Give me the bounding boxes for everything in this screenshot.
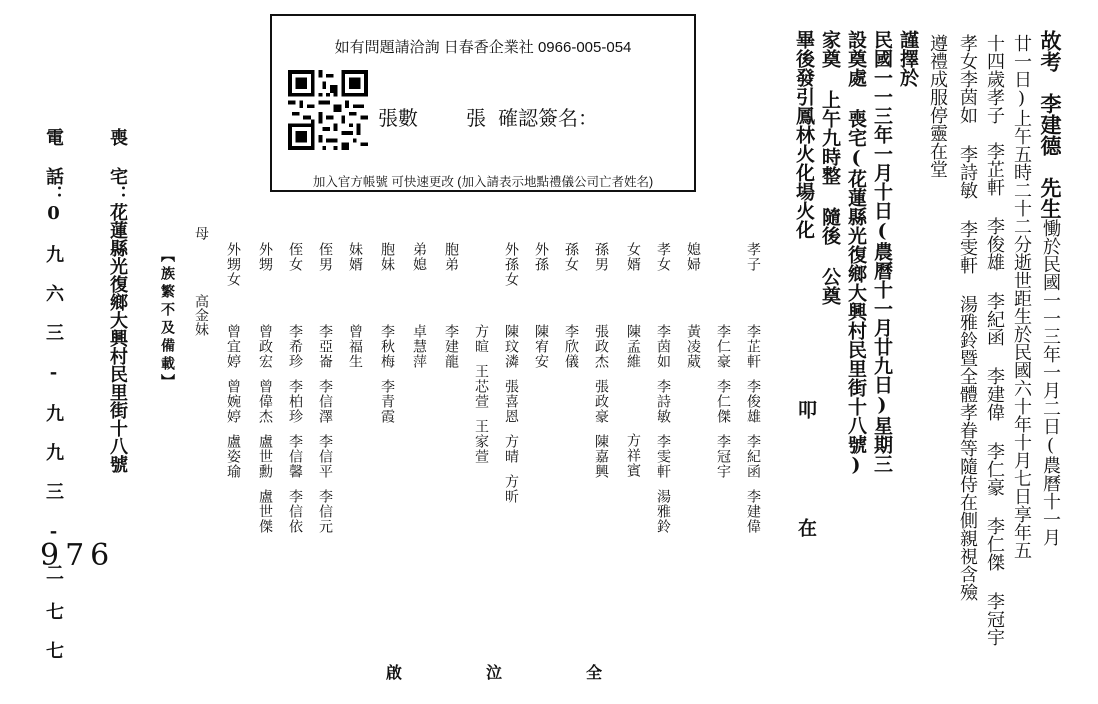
family-member: 李冠宇 (715, 434, 731, 479)
filial-daughters-line (958, 34, 976, 601)
family-member: 陳孟維 (625, 324, 641, 369)
closing-weep: 泣 (486, 663, 503, 682)
deceased-name: 李建德 (1038, 93, 1063, 156)
family-member: 曾婉婷 (225, 379, 241, 424)
family-relation: 孝子 (745, 242, 761, 272)
family-member: 方昕 (503, 474, 519, 504)
family-column (222, 242, 244, 489)
family-relation: 媳婦 (685, 242, 701, 272)
family-member: 李仁豪 (715, 324, 731, 369)
family-member: 李建龍 (443, 324, 459, 369)
family-column (254, 242, 276, 544)
family-member: 曾偉杰 (257, 379, 273, 424)
sheets-unit: 張 (466, 108, 486, 130)
family-member: 方暄 (473, 324, 489, 354)
family-member: 陳嘉興 (593, 434, 609, 479)
kowtow-char: 叩 (795, 400, 817, 419)
family-member: 李信平 (317, 434, 333, 479)
deceased-title-line (1040, 30, 1061, 546)
cremation-info: 畢後發引鳳林火化場火化 (793, 30, 815, 239)
family-column (284, 242, 306, 544)
death-time-line: 廿一日)上午五時二十二分逝世距生於民國六十年十月七日享年五 (1011, 34, 1032, 559)
family-relation: 妹婿 (347, 242, 363, 272)
family-member: 李秋梅 (379, 324, 395, 369)
contact-line: 如有問題請洽詢 日春香企業社 0966-005-054 (334, 39, 632, 56)
family-column (712, 242, 734, 489)
family-relation: 女婿 (625, 242, 641, 272)
filial-daughters-prefix: 孝女 (957, 34, 978, 70)
family-member: 李希珍 (287, 324, 303, 369)
deceased-honorific: 先生 (1038, 177, 1063, 219)
family-column (408, 242, 430, 379)
family-relation: 侄男 (317, 242, 333, 272)
family-member: 卓慧萍 (411, 324, 427, 369)
official-account-note: 加入官方帳號 可快速更改 (加入請表示地點禮儀公司亡者姓名) (312, 175, 654, 189)
family-member: 李亞崙 (317, 324, 333, 369)
mother-name: 高金妹 (193, 294, 209, 336)
closing-all: 全 (586, 663, 603, 682)
family-member: 王芯萱 (473, 364, 489, 409)
family-member: 李紀函 (745, 434, 761, 479)
family-member: 李信馨 (287, 434, 303, 479)
chosen-date-intro: 謹擇於 (897, 30, 919, 87)
family-column (622, 242, 644, 488)
family-column (590, 242, 612, 489)
family-relation: 外甥 (257, 242, 273, 272)
deceased-title: 故考 (1038, 30, 1063, 72)
family-member: 曾宜婷 (225, 324, 241, 369)
mourning-line: 遵禮成服停靈在堂 (927, 34, 948, 178)
family-column (440, 242, 462, 379)
filial-sons-line (985, 34, 1003, 646)
family-member: 李信依 (287, 489, 303, 534)
family-relation: 弟媳 (411, 242, 427, 272)
family-member: 黃凌葳 (685, 324, 701, 369)
family-relation: 孝女 (655, 242, 671, 272)
family-member: 李欣儀 (563, 324, 579, 369)
reference-number: 976 (40, 538, 116, 573)
family-relation: 胞妹 (379, 242, 395, 272)
family-member: 陳宥安 (533, 324, 549, 369)
family-member: 李俊雄 (745, 379, 761, 424)
family-member: 張喜恩 (503, 379, 519, 424)
family-member: 盧姿瑜 (225, 434, 241, 479)
family-column (560, 242, 582, 379)
family-member: 李茵如 (655, 324, 671, 369)
family-member: 盧世勳 (257, 434, 273, 479)
family-member: 李雯軒 (655, 434, 671, 479)
family-relation: 孫女 (563, 242, 579, 272)
sign-label: 確認簽名： (498, 108, 598, 130)
family-member: 李信澤 (317, 379, 333, 424)
family-member: 曾政宏 (257, 324, 273, 369)
qr-code-icon (288, 70, 368, 150)
contact-box (270, 14, 696, 192)
family-relation: 外孫女 (503, 242, 519, 287)
family-member: 曾福生 (347, 324, 363, 369)
filial-daughters-names: 李茵如 李詩敏 李雯軒 湯雅鈴暨全體孝眷等隨侍在側親視含殮 (957, 70, 978, 601)
mother-label: 母 (193, 226, 209, 240)
family-relation: 外甥女 (225, 242, 241, 287)
family-member: 方晴 (503, 434, 519, 464)
family-member: 李柏珍 (287, 379, 303, 424)
confirm-row (378, 102, 598, 131)
family-member: 李詩敏 (655, 379, 671, 424)
phone: 電 話：0 九 六 三 - 九 九 三 - 二 七 七 (43, 128, 64, 659)
family-member: 張政豪 (593, 379, 609, 424)
family-column (470, 242, 492, 474)
family-relation: 孫男 (593, 242, 609, 272)
family-relation: 胞弟 (443, 242, 459, 272)
sheets-label: 張數 (378, 108, 418, 130)
family-column (682, 242, 704, 462)
footnote: 【族繁不及備載】 (159, 248, 175, 392)
ceremony-schedule: 家奠 上午九時整 隨後 公奠 (819, 30, 841, 305)
family-relation: 外孫 (533, 242, 549, 272)
family-relation: 侄女 (287, 242, 303, 272)
family-member: 方祥賓 (625, 433, 641, 478)
family-member: 李芷軒 (745, 324, 761, 369)
filial-sons-prefix: 十四歲孝子 (984, 34, 1005, 124)
family-column (344, 242, 366, 379)
filial-sons-names: 李芷軒 李俊雄 李紀函 李建偉 李仁豪 李仁傑 李冠宇 (984, 142, 1005, 646)
family-member: 陳玟潾 (503, 324, 519, 369)
family-member: 李青霞 (379, 379, 395, 424)
family-column (376, 242, 398, 434)
family-column (530, 242, 552, 379)
family-member: 張政杰 (593, 324, 609, 369)
family-member: 李信元 (317, 489, 333, 534)
zai-char: 在 (795, 518, 817, 537)
family-column (314, 242, 336, 544)
family-column (742, 242, 764, 544)
family-member: 湯雅鈴 (655, 489, 671, 534)
ceremony-venue: 設奠處 喪宅(花蓮縣光復鄉大興村民里街十八號) (845, 30, 867, 476)
family-member: 李仁傑 (715, 379, 731, 424)
family-member: 李建偉 (745, 489, 761, 534)
ceremony-date: 民國一一三年一月十日(農曆十一月廿九日)星期三 (871, 30, 893, 473)
closing-qi: 啟 (386, 663, 403, 682)
family-column (652, 242, 674, 544)
family-member: 王家萱 (473, 419, 489, 464)
address: 喪 宅：花蓮縣光復鄉大興村民里街十八號 (107, 128, 128, 473)
death-date-text: 慟於民國一一三年一月二日(農曆十一月 (1040, 219, 1061, 546)
family-column (500, 242, 522, 514)
family-member: 盧世傑 (257, 489, 273, 534)
